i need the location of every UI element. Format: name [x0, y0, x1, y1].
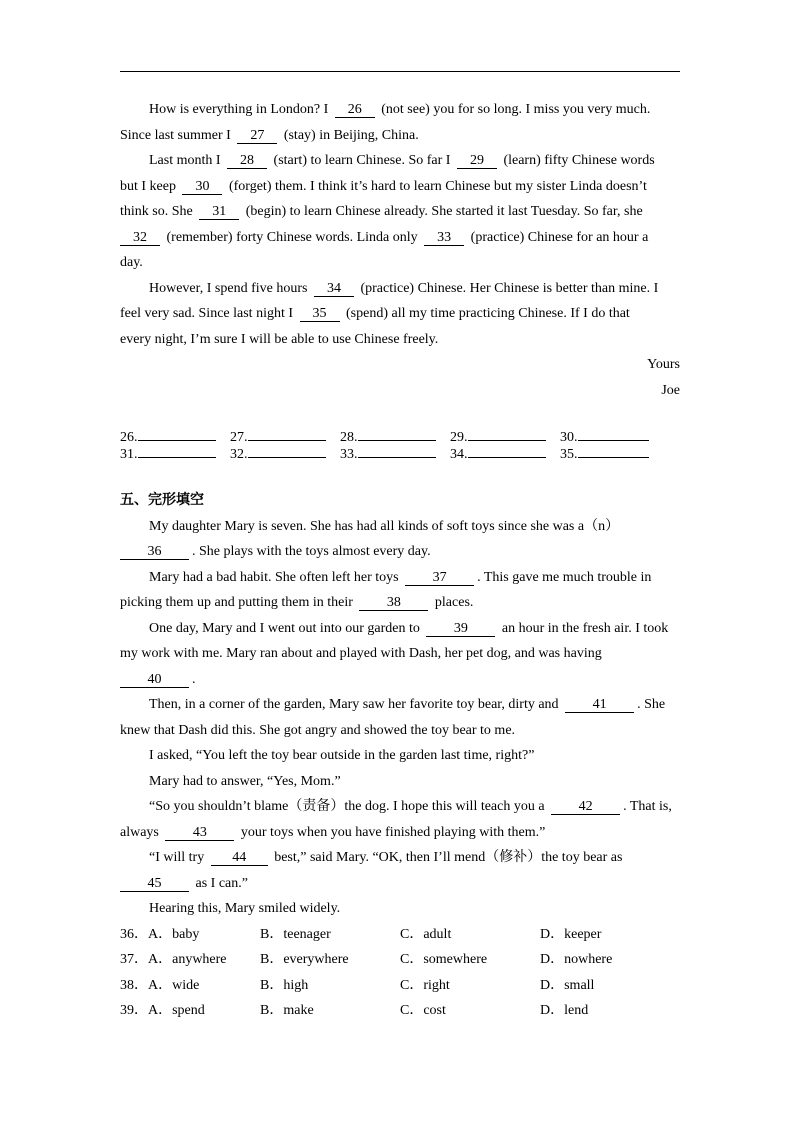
- passage-line: [120, 820, 680, 846]
- answer-number: 35.: [560, 446, 578, 462]
- passage-text: feel very sad. Since last night I: [120, 306, 297, 322]
- answer-line: [578, 429, 649, 441]
- passage-text: picking them up and putting them in their: [120, 595, 357, 610]
- passage-line: [120, 794, 680, 820]
- answer-line: [248, 429, 326, 441]
- blank-30: 30: [182, 180, 222, 195]
- passage-line: [120, 225, 680, 251]
- blank-31: 31: [199, 205, 239, 220]
- passage-line: [120, 327, 680, 353]
- passage-text: Then, in a corner of the garden, Mary saw her favorite toy bear, dirty and: [149, 697, 563, 712]
- answer-line: [138, 446, 216, 458]
- answer-sheet: [120, 429, 680, 463]
- option-c: C．adult: [400, 926, 452, 942]
- passage-text: best,” said Mary. “OK, then I’ll mend（修补）the toy bear as: [270, 850, 623, 865]
- question-number: 36．: [120, 926, 148, 942]
- option-b: B．everywhere: [260, 952, 349, 967]
- passage-text: an hour in the fresh air. I took: [498, 620, 669, 636]
- passage-line: [120, 539, 680, 565]
- passage-text: . She: [637, 697, 666, 712]
- option-a: A．wide: [148, 977, 200, 993]
- passage-text: I asked, “You left the toy bear outside in the garden last time, right?”: [149, 748, 535, 763]
- answer-number: 32.: [230, 446, 248, 462]
- question-number: 37．: [120, 952, 148, 967]
- blank-44: 44: [211, 851, 268, 866]
- answer-row: [120, 446, 680, 463]
- passage-text: your toys when you have finished playing with them.”: [237, 824, 546, 840]
- passage-text: .: [192, 671, 196, 687]
- answer-number: 28.: [340, 429, 358, 445]
- passage-text: (practice) Chinese. Her Chinese is better than mine. I: [356, 280, 659, 296]
- passage-text: as I can.”: [192, 875, 248, 891]
- passage-line: [120, 590, 680, 616]
- option-row: [120, 947, 680, 973]
- passage-line: [120, 692, 680, 718]
- blank-41: 41: [565, 698, 634, 713]
- passage-text: places.: [431, 595, 474, 610]
- answer-blank-item: [450, 446, 560, 463]
- option-b: B．high: [260, 977, 309, 993]
- option-b: B．teenager: [260, 926, 331, 942]
- option-c: C．cost: [400, 1003, 446, 1018]
- passage-line: [120, 199, 680, 225]
- letter-signature: Joe: [661, 382, 680, 398]
- blank-29: 29: [457, 154, 497, 169]
- answer-blank-item: [450, 429, 560, 446]
- option-row: [120, 998, 680, 1024]
- passage-text: (learn) fifty Chinese words: [499, 153, 655, 169]
- passage-text: My daughter Mary is seven. She has had all kinds of soft toys since she was a（n）: [149, 518, 620, 534]
- option-a: A．baby: [148, 926, 200, 942]
- letter-closing: Yours: [647, 357, 680, 373]
- passage-line: [120, 616, 680, 642]
- passage-text: think so. She: [120, 204, 197, 220]
- blank-35: 35: [300, 307, 340, 322]
- passage-text: Hearing this, Mary smiled widely.: [149, 901, 341, 916]
- answer-blank-item: [560, 429, 670, 446]
- blank-39: 39: [426, 622, 495, 637]
- passage-text: . She plays with the toys almost every day.: [192, 544, 431, 559]
- blank-28: 28: [227, 154, 267, 169]
- passage-text: day.: [120, 255, 143, 271]
- option-d: D．lend: [540, 1003, 589, 1018]
- passage-line: [120, 97, 680, 123]
- passage-line: [120, 123, 680, 149]
- passage-text: (spend) all my time practicing Chinese. If I do that: [342, 306, 630, 322]
- passage-text: One day, Mary and I went out into our garden to: [149, 620, 424, 636]
- answer-blank-item: [120, 429, 230, 446]
- passage-text: (forget) them. I think it’s hard to learn Chinese but my sister Linda doesn’t: [225, 178, 647, 194]
- blank-38: 38: [359, 596, 428, 611]
- passage-line: [120, 667, 680, 693]
- answer-line: [468, 446, 546, 458]
- answer-blank-item: [120, 446, 230, 463]
- passage-line: [120, 301, 680, 327]
- blank-45: 45: [120, 877, 189, 892]
- passage-line: [120, 743, 680, 769]
- answer-blank-item: [340, 446, 450, 463]
- passage-line: [120, 174, 680, 200]
- section-heading: 五、完形填空: [120, 493, 204, 508]
- answer-number: 31.: [120, 446, 138, 462]
- passage-text: my work with me. Mary ran about and played with Dash, her pet dog, and was having: [120, 646, 602, 661]
- blank-27: 27: [237, 129, 277, 144]
- passage-text: . That is,: [623, 799, 672, 814]
- passage-text: knew that Dash did this. She got angry and showed the toy bear to me.: [120, 722, 516, 738]
- option-d: D．nowhere: [540, 952, 613, 967]
- option-c: C．right: [400, 977, 450, 993]
- passage-line: [120, 896, 680, 922]
- answer-number: 26.: [120, 429, 138, 445]
- passage-text: Last month I: [149, 153, 225, 169]
- passage-text: Mary had a bad habit. She often left her toys: [149, 569, 403, 585]
- option-d: D．keeper: [540, 926, 602, 942]
- blank-40: 40: [120, 673, 189, 688]
- passage-line: [120, 871, 680, 897]
- answer-number: 29.: [450, 429, 468, 445]
- answer-number: 27.: [230, 429, 248, 445]
- answer-line: [358, 446, 436, 458]
- passage-line: [120, 718, 680, 744]
- passage-text: (not see) you for so long. I miss you very much.: [377, 102, 651, 118]
- passage-line: [120, 250, 680, 276]
- passage-text: (remember) forty Chinese words. Linda only: [163, 229, 422, 245]
- blank-32: 32: [120, 231, 160, 246]
- option-a: A．spend: [148, 1003, 205, 1018]
- passage-text: However, I spend five hours: [149, 280, 311, 296]
- answer-line: [468, 429, 546, 441]
- answer-line: [358, 429, 436, 441]
- question-number: 38．: [120, 977, 148, 993]
- passage-text: but I keep: [120, 178, 180, 194]
- top-rule: [120, 71, 680, 72]
- blank-33: 33: [424, 231, 464, 246]
- cloze-section: [120, 488, 680, 1024]
- answer-number: 30.: [560, 429, 578, 445]
- answer-blank-item: [230, 446, 340, 463]
- passage-text: “I will try: [149, 850, 208, 865]
- passage-text: Since last summer I: [120, 127, 235, 143]
- blank-43: 43: [165, 826, 234, 841]
- answer-number: 34.: [450, 446, 468, 462]
- passage-line: [120, 845, 680, 871]
- passage-line: [120, 641, 680, 667]
- passage-text: How is everything in London? I: [149, 102, 332, 118]
- passage-text: (practice) Chinese for an hour a: [467, 229, 649, 245]
- blank-26: 26: [335, 103, 375, 118]
- passage-text: . This gave me much trouble in: [477, 569, 652, 585]
- answer-line: [578, 446, 649, 458]
- blank-36: 36: [120, 545, 189, 560]
- answer-blank-item: [340, 429, 450, 446]
- passage-line: [120, 514, 680, 540]
- option-row: [120, 973, 680, 999]
- blank-42: 42: [551, 800, 620, 815]
- option-c: C．somewhere: [400, 952, 488, 967]
- answer-line: [138, 429, 216, 441]
- answer-blank-item: [560, 446, 670, 463]
- answer-line: [248, 446, 326, 458]
- passage-text: (start) to learn Chinese. So far I: [270, 153, 454, 169]
- passage-text: (begin) to learn Chinese already. She started it last Tuesday. So far, she: [242, 204, 643, 220]
- passage-text: always: [120, 824, 163, 840]
- passage-line: [120, 276, 680, 302]
- passage-line: [120, 148, 680, 174]
- passage-text: (stay) in Beijing, China.: [280, 127, 419, 143]
- answer-number: 33.: [340, 446, 358, 462]
- blank-37: 37: [405, 571, 474, 586]
- answer-blank-item: [230, 429, 340, 446]
- letter-passage: [120, 97, 680, 403]
- passage-text: Mary had to answer, “Yes, Mom.”: [149, 773, 341, 789]
- passage-text: every night, I’m sure I will be able to use Chinese freely.: [120, 331, 439, 347]
- passage-line: [120, 565, 680, 591]
- passage-text: “So you shouldn’t blame（责备）the dog. I hope this will teach you a: [149, 799, 549, 814]
- passage-line: [120, 769, 680, 795]
- option-d: D．small: [540, 977, 595, 993]
- option-b: B．make: [260, 1003, 314, 1018]
- answer-row: [120, 429, 680, 446]
- blank-34: 34: [314, 282, 354, 297]
- question-number: 39．: [120, 1003, 148, 1018]
- option-a: A．anywhere: [148, 952, 227, 967]
- option-row: [120, 922, 680, 948]
